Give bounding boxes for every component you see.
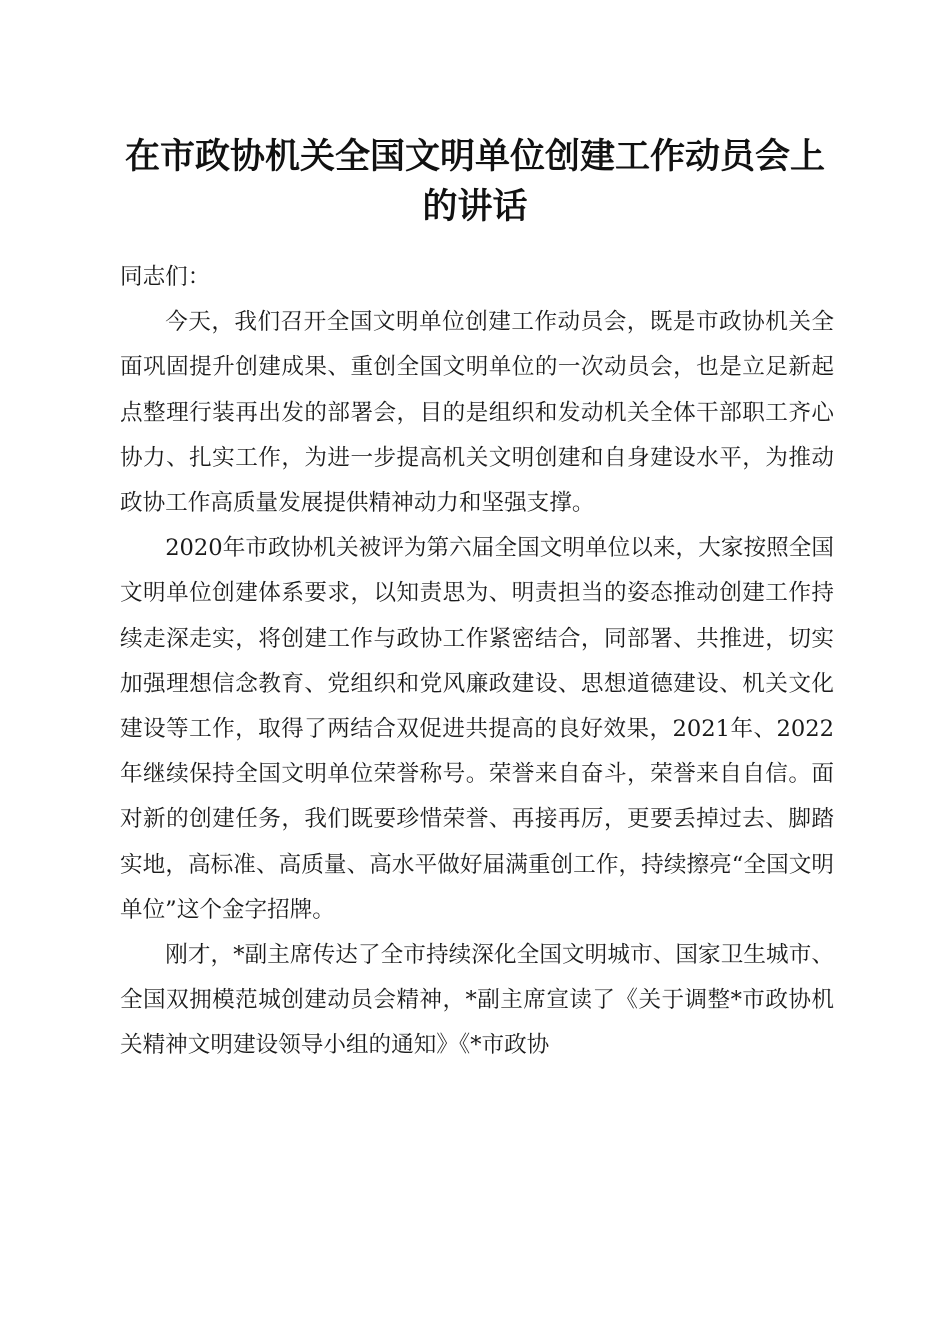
salutation: 同志们： <box>120 264 211 290</box>
paragraph-1: 今天，我们召开全国文明单位创建工作动员会，既是市政协机关全面巩固提升创建成果、重创全国文明单位的一次动员会，也是立足新起点整理行装再出发的部署会，目的是组织和发动机关全体干部职工齐心协力、扎实工作，为进一步提高机关文明创建和自身建设水平，为推动政协工作高质量发展提供精神动力和坚强支撑。 <box>120 309 834 517</box>
document-title: 在市政协机关全国文明单位创建工作动员会上的讲话 <box>124 136 825 227</box>
document-body <box>120 255 834 1069</box>
paragraph-2: 2020年市政协机关被评为第六届全国文明单位以来，大家按照全国文明单位创建体系要求，以知责思为、明责担当的姿态推动创建工作持续走深走实，将创建工作与政协工作紧密结合，同部署、共推进，切实加强理想信念教育、党组织和党风廉政建设、思想道德建设、机关文化建设等工作，取得了两结合双促进共提高的良好效果，2021年、2022年继续保持全国文明单位荣誉称号。荣誉来自奋斗，荣誉来自自信。面对新的创建任务，我们既要珍惜荣誉、再接再厉，更要丢掉过去、脚踏实地，高标准、高质量、高水平做好届满重创工作，持续擦亮“全国文明单位”这个金字招牌。 <box>120 535 834 923</box>
paragraph-3: 刚才，*副主席传达了全市持续深化全国文明城市、国家卫生城市、全国双拥模范城创建动员会精神，*副主席宣读了《关于调整*市政协机关精神文明建设领导小组的通知》《*市政协 <box>120 942 834 1059</box>
